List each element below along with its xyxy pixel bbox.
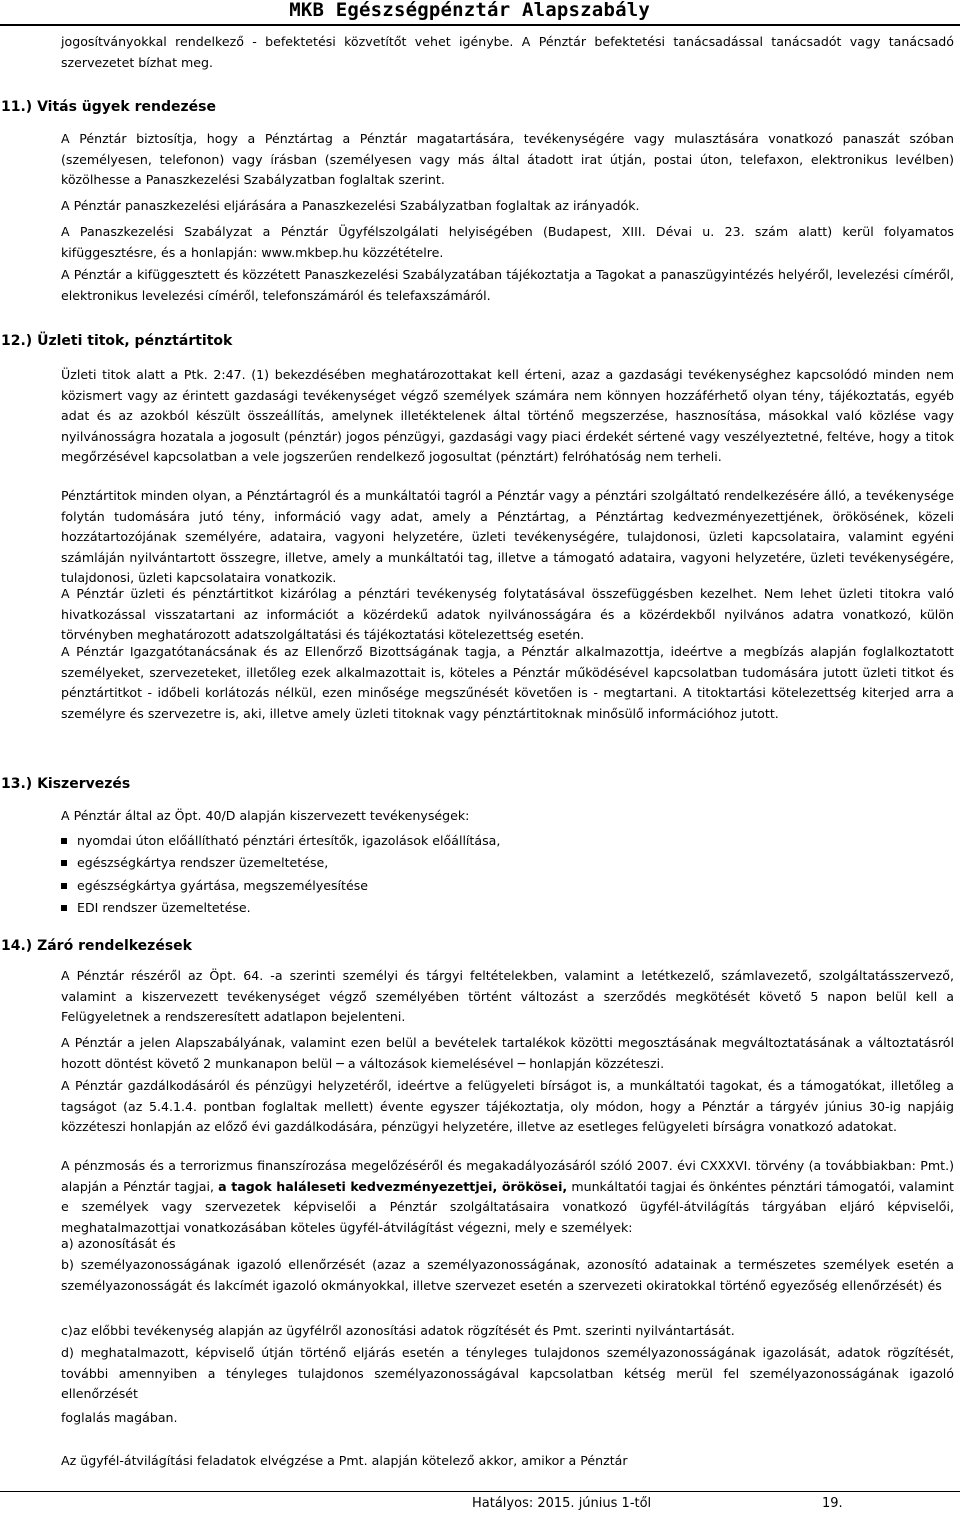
section-11-paragraph-3: A Panaszkezelési Szabályzat a Pénztár Ügyfélszolgálati helyiségében (Budapest, XIII. Dévai u. 23. szám alatt) kerül folyamatos kifüggesztésre, és a honlapján: www.mkbep.hu közzétételre. <box>61 224 954 260</box>
square-bullet-icon <box>61 883 67 889</box>
list-item: egészségkártya gyártása, megszemélyesítése <box>61 875 500 897</box>
section-14-paragraph-3: A Pénztár gazdálkodásáról és pénzügyi helyzetéről, ideértve a felügyeleti bírságot is, a munkáltatói tagokat, és a támogatókat, illetőleg a tagságot (az 5.4.1.4. pontban foglaltak mellett) évente egyszer tájékoztatja, oly módon, hogy a Pénztár a tárgyév június 30-ig napjáig közzéteszi honlapján az előző évi gazdálkodására, pénzügyi helyzetére, illetve az esetleges felügyeleti bírságra vonatkozó adatokat. <box>61 1078 954 1135</box>
list-item: egészségkártya rendszer üzemeltetése, <box>61 852 500 874</box>
list-item: nyomdai úton előállítható pénztári értesítők, igazolások előállítása, <box>61 830 500 852</box>
section-13-intro: A Pénztár által az Öpt. 40/D alapján kiszervezett tevékenységek: <box>61 808 470 823</box>
section-12-paragraph-4: A Pénztár Igazgatótanácsának és az Ellenőrző Bizottságának tagja, a Pénztár alkalmazottja, ideértve a megbízás alapján foglalkoztatott személyeket, szervezeteket, illetőleg ezek alkalmazottait is, köteles a Pénztár működésével kapcsolatban tudomására jutott üzleti titkot és pénztártitkot - időbeli korlátozás nélkül, ezen minősége megszűnését követően is - megtartani. A titoktartási kötelezettség kiterjed arra a személyre és szervezetre is, aki, illetve amely üzleti titoknak vagy pénztártitoknak minősülő információhoz jutott. <box>61 644 954 721</box>
square-bullet-icon <box>61 838 67 844</box>
section-14-paragraph-1: A Pénztár részéről az Öpt. 64. -a szerinti személyi és tárgyi feltételekben, valamint a letétkezelő, számlavezető, szolgáltatásszervező, valamint a kiszervezett tevékenységet végző személyében történt változást a szerződés megkötését követő 5 napon belül kell a Felügyeletnek a rendszeresített adatlapon bejelenteni. <box>61 968 954 1025</box>
section-12-paragraph-2: Pénztártitok minden olyan, a Pénztártagról és a munkáltatói tagról a Pénztár vagy a pénztári szolgáltató rendelkezésére álló, a tevékenysége folytán tudomására jutó tény, információ vagy adat, amely a Pénztártag, a Pénztártag kedvezményezettjének, örökösének, közeli hozzátartozójának személyére, adataira, vagyoni helyzetére, üzleti tevékenységére, tulajdonosi, üzleti kapcsolataira, valamint egyéni számláján nyilvántartott összegre, illetve, amely a munkáltatói tag, illetve a támogató adataira, vagyoni helyzetére, üzleti tevékenységére, tulajdonosi, üzleti kapcsolataira vonatkozik. <box>61 488 954 586</box>
section-14-paragraph-2: A Pénztár a jelen Alapszabályának, valamint ezen belül a bevételek tartalékok közötti megosztásának megváltoztatásának a változtatásról hozott döntést követő 2 munkanapon belül ─ a változások kiemelésével ─ honlapján közzéteszi. <box>61 1035 954 1071</box>
bold-phrase: a tagok haláleseti kedvezményezettjei, örökösei, <box>218 1178 568 1194</box>
header-rule <box>0 24 960 26</box>
section-11-heading: 11.) Vitás ügyek rendezése <box>1 99 216 115</box>
outsourced-activities-list <box>61 830 500 920</box>
section-14-item-a: a) azonosítását és <box>61 1236 176 1251</box>
section-14-heading: 14.) Záró rendelkezések <box>1 938 192 954</box>
section-13-heading: 13.) Kiszervezés <box>1 776 131 792</box>
footer-rule <box>0 1491 960 1492</box>
section-14-item-d: d) meghatalmazott, képviselő útján történő eljárás esetén a tényleges tulajdonos személyazonosságának igazolását, adatok rögzítését, további amennyiben a tényleges tulajdonos személyazonosságával kapcsolatban kétség merül fel személyazonosságának igazoló ellenőrzését <box>61 1345 954 1402</box>
section-14-paragraph-4: A pénzmosás és a terrorizmus finanszírozása megelőzéséről és megakadályozásáról szóló 2007. évi CXXXVI. törvény (a továbbiakban: Pmt.) alapján a Pénztár tagjai, a tagok haláleseti kedvezményezettjei, örökösei, munkáltatói tagjai és önkéntes pénztári támogatói, valamint e személyek vagy szervezetek képviselői a Pénztár szolgáltatásaira vonatkozó ügyfél-átvilágítás tárgyában eljáró képviselői, meghatalmazottjai vonatkozásában köteles ügyfél-átvilágítást végezni, mely e személyek: <box>61 1158 954 1235</box>
section-11-paragraph-1: A Pénztár biztosítja, hogy a Pénztártag a Pénztár magatartására, tevékenységére vagy mulasztására vonatkozó panaszát szóban (személyesen, telefonon) vagy írásban (személyesen vagy más által átadott irat útján, postai úton, telefaxon, elektronikus levélben) közölhesse a Panaszkezelési Szabályzatban foglaltak szerint. <box>61 131 954 188</box>
section-11-paragraph-2: A Pénztár panaszkezelési eljárására a Panaszkezelési Szabályzatban foglaltak az irányadók. <box>61 198 640 213</box>
section-12-paragraph-3: A Pénztár üzleti és pénztártitkot kizárólag a pénztári tevékenység folytatásával összefüggésben kezelhet. Nem lehet üzleti titokra való hivatkozással visszatartani az információt a közérdekű adatok nyilvánosságára és a közérdekből nyilvános adatra vonatkozó, külön törvényben meghatározott adatszolgáltatási és tájékoztatási kötelezettség esetén. <box>61 586 954 643</box>
section-14-item-d-cont: foglalás magában. <box>61 1410 178 1425</box>
square-bullet-icon <box>61 905 67 911</box>
footer-effective-date: Hatályos: 2015. június 1-től <box>472 1496 652 1511</box>
section-14-closing-line: Az ügyfél-átvilágítási feladatok elvégzése a Pmt. alapján kötelező akkor, amikor a Pénztár <box>61 1453 628 1468</box>
section-11-intro-paragraph: jogosítványokkal rendelkező - befektetési közvetítőt vehet igénybe. A Pénztár befektetési tanácsadással tanácsadót vagy tanácsadó szervezetet bízhat meg. <box>61 34 954 70</box>
section-11-paragraph-4: A Pénztár a kifüggesztett és közzétett Panaszkezelési Szabályzatában tájékoztatja a Tagokat a panaszügyintézés helyéről, levelezési címéről, elektronikus levelezési címéről, telefonszámáról és telefaxszámáról. <box>61 267 954 303</box>
document-header-title: MKB Egészségpénztár Alapszabály <box>289 0 650 21</box>
list-item: EDI rendszer üzemeltetése. <box>61 897 500 919</box>
square-bullet-icon <box>61 860 67 866</box>
section-14-item-c: c)az előbbi tevékenység alapján az ügyfélről azonosítási adatok rögzítését és Pmt. szerinti nyilvántartását. <box>61 1323 735 1338</box>
section-14-item-b: b) személyazonosságának igazoló ellenőrzését (azaz a személyazonosságának, azonosító adatainak a természetes személyek esetén a személyazonosságát és lakcímét igazoló okmányokkal, illetve szervezet esetén a szervezeti okiratokkal történő egyezőség ellenőrzését) és <box>61 1257 954 1293</box>
section-12-paragraph-1: Üzleti titok alatt a Ptk. 2:47. (1) bekezdésében meghatározottakat kell érteni, azaz a gazdasági tevékenységhez kapcsolódó minden nem közismert vagy az érintett gazdasági tevékenységet végző személyek számára nem könnyen hozzáférhető olyan tény, tájékoztatás, egyéb adat és az azokból készült összeállítás, amelynek illetéktelenek által történő megszerzése, hasznosítása, másokkal való közlése vagy nyilvánosságra hozatala a jogosult (pénztár) jogos pénzügyi, gazdasági vagy piaci érdekét sértené vagy veszélyeztetné, feltéve, hogy a titok megőrzésével kapcsolatban a vele jogszerűen rendelkező jogosultat (pénztárt) felróhatóság nem terheli. <box>61 367 954 465</box>
section-12-heading: 12.) Üzleti titok, pénztártitok <box>1 333 233 349</box>
footer-page-number: 19. <box>822 1496 843 1511</box>
